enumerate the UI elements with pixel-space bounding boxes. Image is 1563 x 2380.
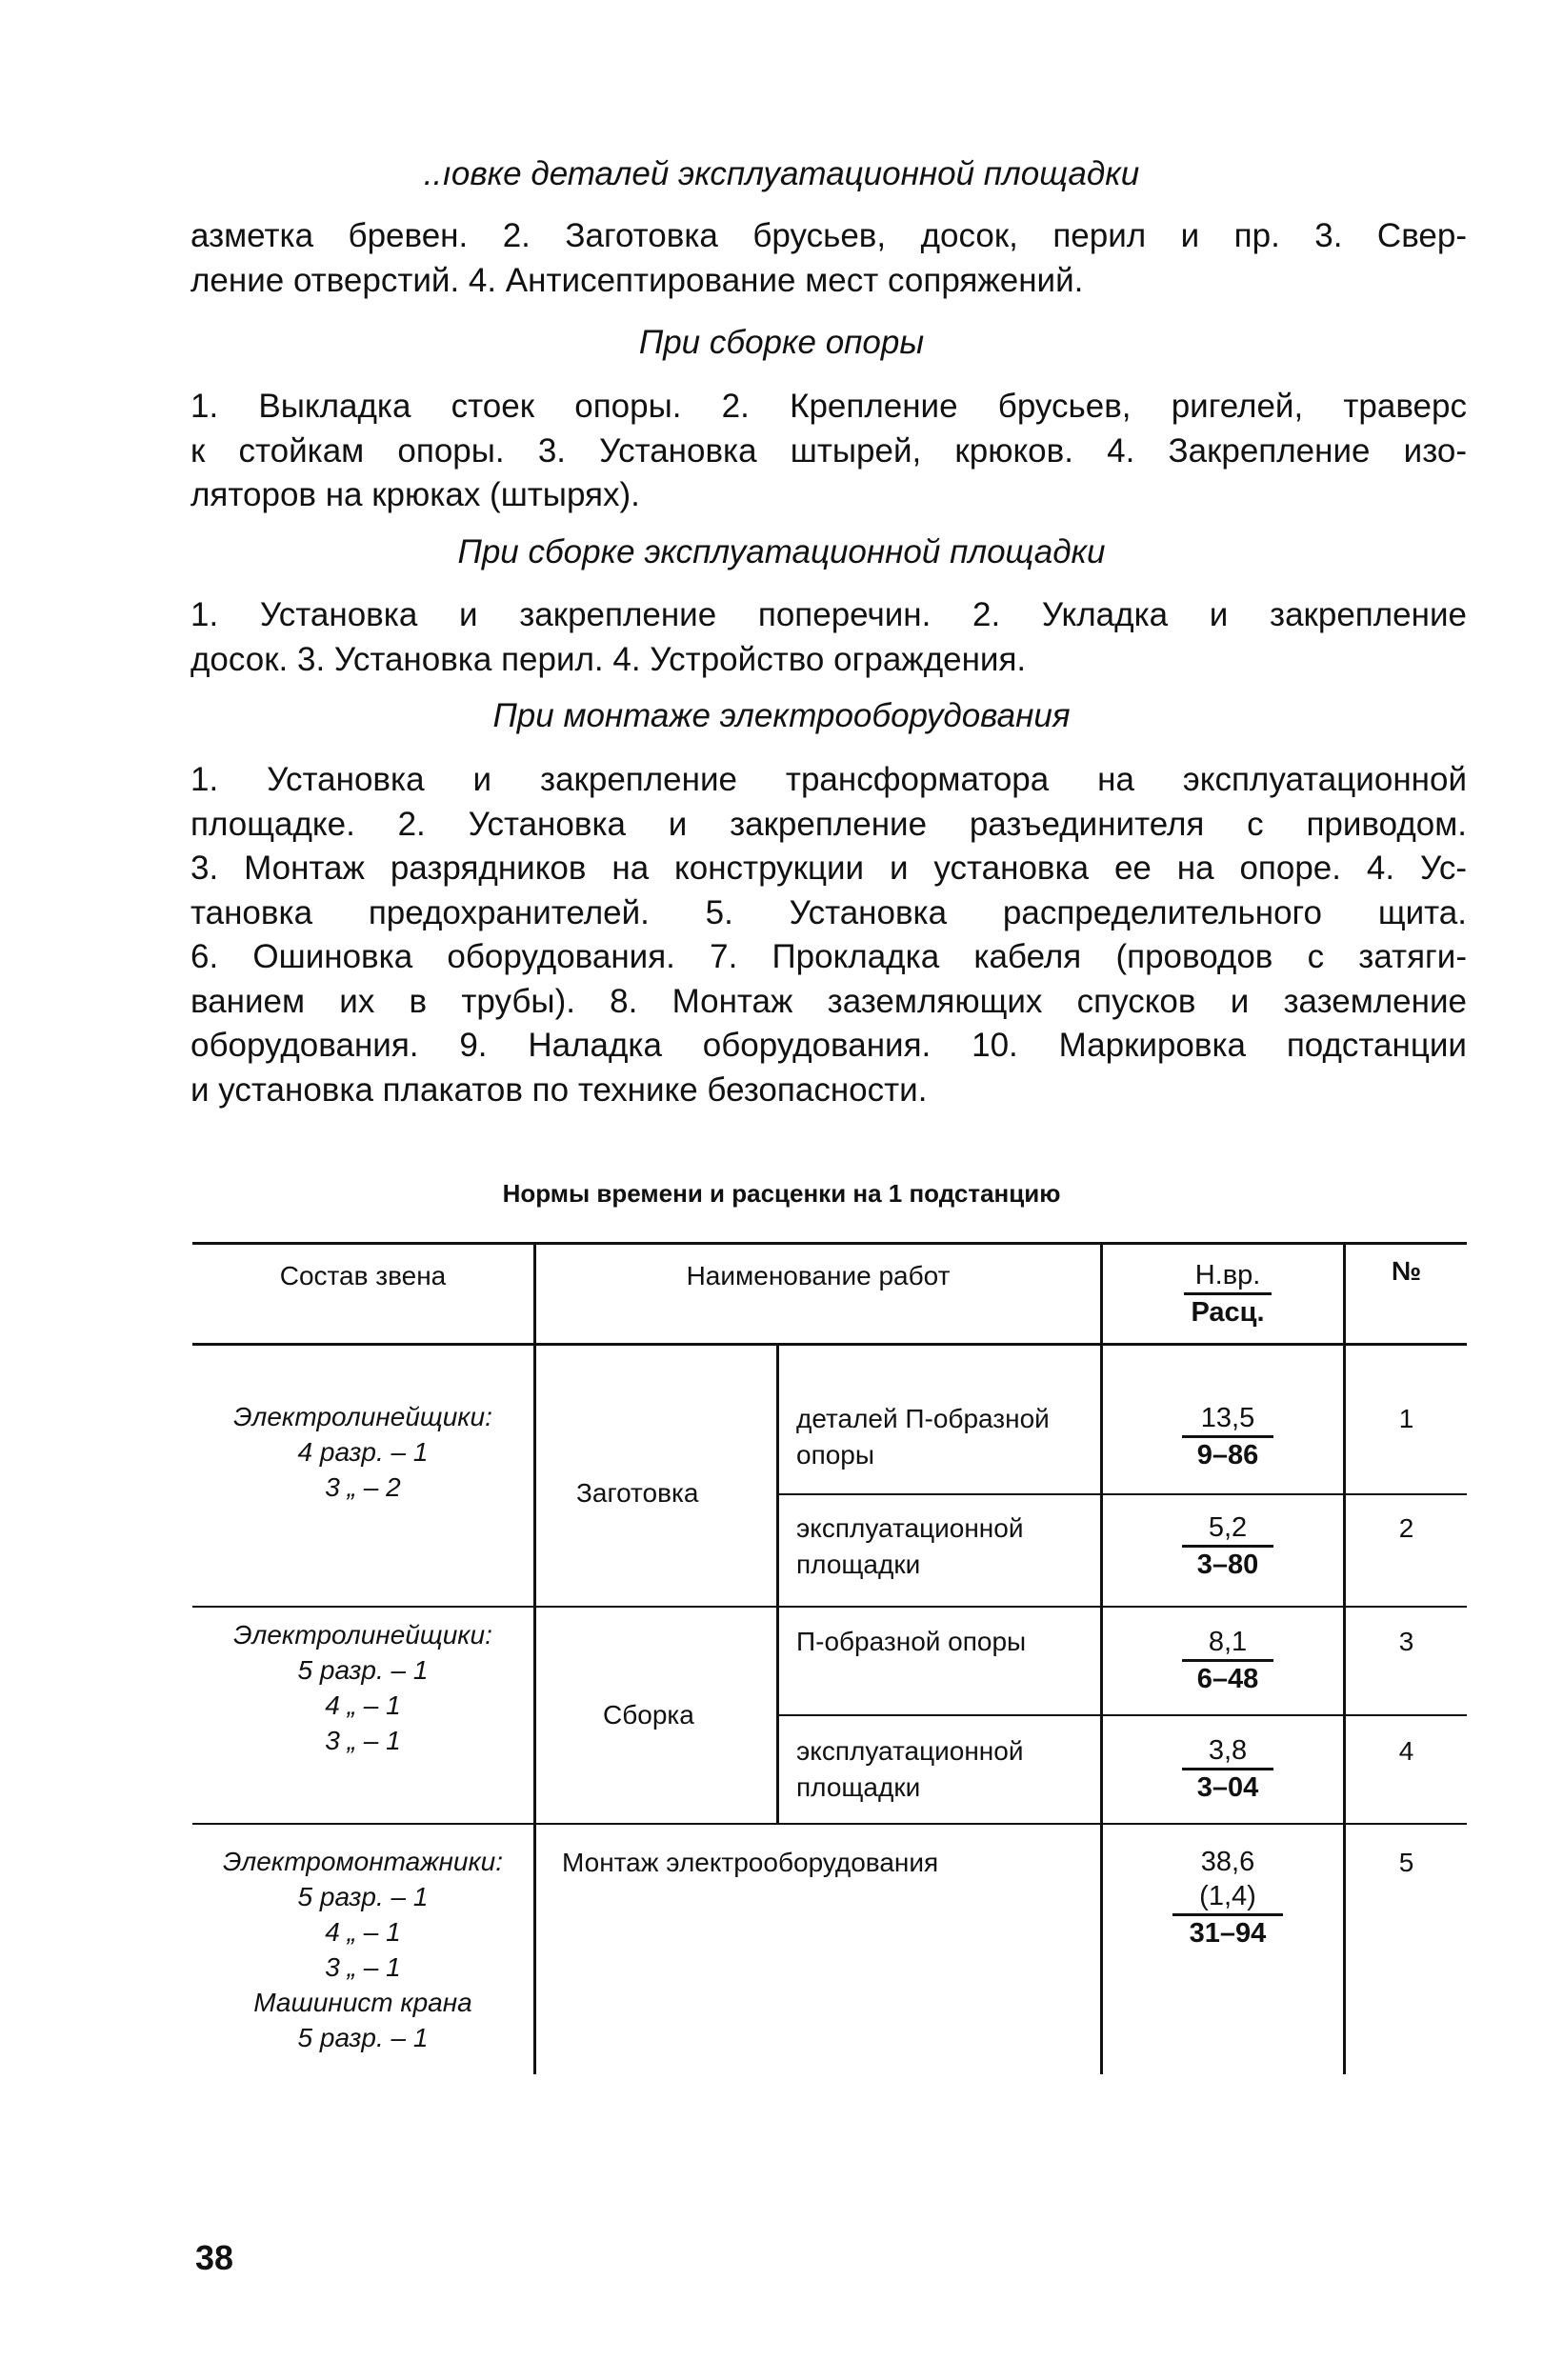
table-top-rule [192, 1242, 1467, 1245]
crew-line: 4 „ – 1 [325, 1690, 401, 1720]
text-line: площадке. 2. Установка и закрепление разъединителя с приводом. [190, 805, 1467, 843]
norm-1 [1182, 1401, 1273, 1472]
norm-4 [1182, 1733, 1273, 1805]
work-detail-1 [796, 1401, 1099, 1473]
norm-price: 6–48 [1182, 1659, 1273, 1696]
text-line: 1. Установка и закрепление поперечин. 2. Укладка и закрепление [190, 596, 1467, 633]
text-line: 6. Ошиновка оборудования. 7. Прокладка кабеля (проводов с затяги- [190, 938, 1467, 975]
paragraph-support-assembly [190, 385, 1467, 518]
norm-2 [1182, 1510, 1273, 1582]
crew-line: 4 разр. – 1 [297, 1437, 429, 1467]
table-title: Нормы времени и расценки на 1 подстанцию [502, 1179, 1061, 1208]
row-number-2: 2 [1398, 1513, 1414, 1543]
work-detail-3 [796, 1624, 1099, 1660]
header-norm-price: Расц. [1184, 1292, 1272, 1330]
detail-line: П-образной опоры [796, 1627, 1027, 1656]
crew-line: 3 „ – 2 [325, 1472, 401, 1502]
work-detail-4 [796, 1733, 1099, 1806]
work-detail-2 [796, 1510, 1099, 1583]
text-line: ванием их в трубы). 8. Монтаж заземляющих спусков и заземление [190, 982, 1467, 1020]
row-divider [776, 1493, 1467, 1495]
operation-electrical-installation: Монтаж электрооборудования [562, 1848, 939, 1877]
crew-line: 3 „ – 1 [325, 1952, 401, 1982]
crew-group-2 [190, 1617, 535, 1758]
norm-time: 13,5 [1200, 1403, 1255, 1433]
page-number: 38 [195, 2238, 234, 2277]
text-line: азметка бревен. 2. Заготовка брусьев, досок, перил и пр. 3. Свер- [190, 217, 1467, 254]
text-line: досок. 3. Установка перил. 4. Устройство ограждения. [190, 640, 1027, 678]
row-number-1: 1 [1398, 1404, 1414, 1433]
section-heading: ..ıовке деталей эксплуатационной площадки [423, 155, 1140, 192]
column-divider [1100, 1244, 1103, 2074]
crew-title: Электромонтажники: [222, 1847, 504, 1876]
text-line: оборудования. 9. Наладка оборудования. 10. Маркировка подстанции [190, 1027, 1467, 1064]
header-work: Наименование работ [686, 1261, 951, 1290]
crew-line: 5 разр. – 1 [297, 1655, 429, 1685]
text-line: к стойкам опоры. 3. Установка штырей, крюков. 4. Закрепление изо- [190, 431, 1467, 470]
crew-line: 5 разр. – 1 [297, 1882, 429, 1911]
norm-price: 31–94 [1172, 1913, 1283, 1950]
text-line: ляторов на крюках (штырях). [190, 476, 640, 513]
crew-line: 4 „ – 1 [325, 1917, 401, 1947]
crew-title: Электролинейщики: [233, 1402, 492, 1431]
group-divider [192, 1606, 1467, 1608]
header-norm [1184, 1258, 1272, 1330]
header-bottom-rule [192, 1343, 1467, 1346]
section-heading-electrical: При монтаже электрооборудования [492, 697, 1071, 734]
detail-line: эксплуатационной [796, 1736, 1024, 1766]
norm-time: 8,1 [1208, 1627, 1248, 1657]
crew-title: Электролинейщики: [233, 1620, 492, 1650]
row-number-4: 4 [1398, 1736, 1414, 1766]
detail-line: опоры [796, 1440, 875, 1470]
norm-5 [1172, 1845, 1283, 1950]
operation-assembly: Сборка [603, 1700, 694, 1730]
text-line: и установка плакатов по технике безопасности. [190, 1070, 928, 1109]
group-divider [192, 1823, 1467, 1825]
norm-price: 3–04 [1182, 1768, 1273, 1805]
detail-line: эксплуатационной [796, 1513, 1024, 1543]
section-heading-platform: При сборке эксплуатационной площадки [457, 533, 1106, 570]
paragraph-platform-assembly [190, 593, 1467, 682]
row-divider [776, 1714, 1467, 1716]
norm-price: 9–86 [1182, 1435, 1273, 1472]
paragraph-electrical-installation [190, 758, 1467, 1112]
detail-line: площадки [796, 1550, 921, 1579]
operation-preparation: Заготовка [576, 1478, 699, 1508]
section-heading-support: При сборке опоры [638, 324, 925, 361]
text-line: 1. Установка и закрепление трансформатора на эксплуатационной [190, 761, 1467, 798]
header-number: № [1391, 1256, 1422, 1286]
norm-3 [1182, 1625, 1273, 1696]
text-line: ление отверстий. 4. Антисептирование мест сопряжений. [190, 261, 1084, 299]
norm-time: 3,8 [1208, 1735, 1248, 1766]
row-number-5: 5 [1398, 1848, 1414, 1877]
norm-time-extra: (1,4) [1199, 1881, 1256, 1911]
header-norm-time: Н.вр. [1194, 1260, 1261, 1290]
header-crew: Состав звена [279, 1261, 447, 1290]
crew-line: 3 „ – 1 [325, 1726, 401, 1755]
column-divider [776, 1345, 779, 1823]
row-number-3: 3 [1398, 1627, 1414, 1656]
text-line: 3. Монтаж разрядников на конструкции и установка ее на опоре. 4. Ус- [190, 850, 1467, 887]
detail-line: площадки [796, 1772, 921, 1802]
crew-group-3 [190, 1844, 535, 2055]
norm-price: 3–80 [1182, 1545, 1273, 1582]
crew-group-1 [190, 1399, 535, 1505]
norm-time: 38,6 [1200, 1847, 1255, 1877]
detail-line: деталей П-образной [796, 1404, 1050, 1433]
crew-line: Машинист крана [253, 1988, 472, 2017]
crew-line: 5 разр. – 1 [297, 2023, 429, 2052]
text-line: 1. Выкладка стоек опоры. 2. Крепление брусьев, ригелей, траверс [190, 388, 1467, 425]
norm-time: 5,2 [1208, 1512, 1248, 1543]
text-line: тановка предохранителей. 5. Установка распределительного щита. [190, 893, 1467, 931]
paragraph-preparation [190, 214, 1467, 303]
